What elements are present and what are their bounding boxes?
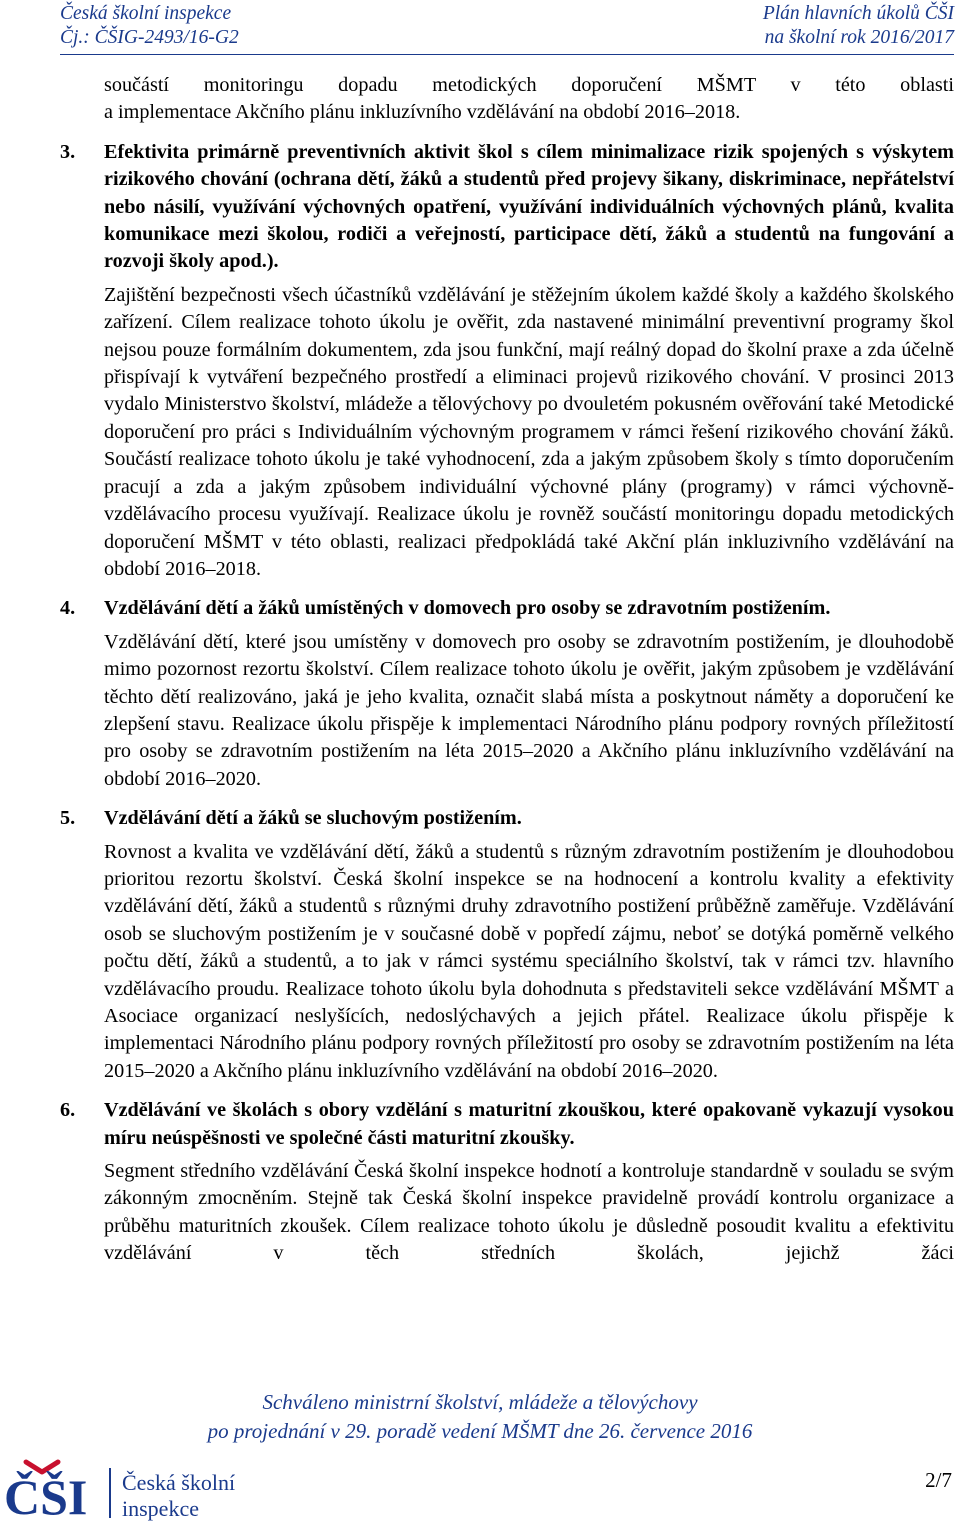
- header-org: Česká školní inspekce: [60, 3, 232, 24]
- page-header: [60, 2, 954, 52]
- logo-abbr: ČŠI: [4, 1469, 88, 1522]
- task-item-4: [60, 595, 954, 793]
- task-number: 3.: [60, 140, 76, 163]
- task-number: 6.: [60, 1099, 76, 1122]
- intro-paragraph: [104, 72, 954, 127]
- approval-line-1: Schváleno ministrní školství, mládeže a tělovýchovy: [262, 1390, 698, 1414]
- csi-logo: [2, 1452, 272, 1522]
- header-divider: [60, 54, 954, 55]
- approval-line-2: po projednání v 29. poradě vedení MŠMT dne 26. července 2016: [207, 1419, 753, 1443]
- logo-name-line-1: Česká školní: [122, 1470, 236, 1495]
- header-ref: Čj.: ČŠIG-2493/16-G2: [60, 27, 239, 48]
- task-item-5: [60, 805, 954, 1085]
- task-item-3: [60, 139, 954, 584]
- task-text: Vzdělávání dětí, které jsou umístěny v domovech pro osoby se zdravotním postižením, je dlouhodobě mimo pozornost rezortu školství. Cílem realizace tohoto úkolu je ověřit, jakým způsobem je vzdělávání těchto dětí realizováno, jaká je jeho kvalita, označit slabá místa a poskytnout náměty a doporučení ke zlepšení stavu. Realizace úkolu přispěje k implementaci Národního plánu podpory rovných příležitostí pro osoby se zdravotním postižením na léta 2015–2020 a Akčního plánu inkluzívního vzdělávání na období 2016–2020.: [104, 630, 954, 790]
- task-text: Segment středního vzdělávání Česká školní inspekce hodnotí a kontroluje standardně v souladu se svým zákonným zmocněním. Stejně tak Česká školní inspekce pravidelně provádí kontrolu organizace a průběhu maturitních zkoušek. Cílem realizace tohoto úkolu je důsledně posoudit kvalitu a efektivitu vzdělávání v těch středních školách, jejichž žáci: [104, 1160, 954, 1265]
- intro-line-1: součástí monitoringu dopadu metodických doporučení MŠMT v této oblasti: [104, 74, 954, 96]
- task-heading: Vzdělávání dětí a žáků umístěných v domovech pro osoby se zdravotním postižením.: [104, 597, 831, 620]
- header-left: [60, 2, 239, 50]
- intro-line-2: a implementace Akčního plánu inkluzívního vzdělávání na období 2016–2018.: [104, 101, 741, 124]
- task-heading: Vzdělávání ve školách s obory vzdělání s maturitní zkouškou, které opakovaně vykazují vysokou míru neúspěšnosti ve společné části maturitní zkoušky.: [104, 1099, 954, 1149]
- document-body: [60, 72, 954, 1268]
- header-doc-title: Plán hlavních úkolů ČŠI: [762, 3, 954, 24]
- header-school-year: na školní rok 2016/2017: [764, 27, 954, 48]
- task-number: 5.: [60, 807, 76, 830]
- page-number: 2/7: [925, 1468, 952, 1492]
- header-right: [763, 2, 954, 50]
- csi-logo-mark: [2, 1452, 272, 1522]
- task-text: Zajištění bezpečnosti všech účastníků vzdělávání je stěžejním úkolem každé školy a každého školského zařízení. Cílem realizace tohoto úkolu je ověřit, zda nastavené minimální preventivní programy škol nejsou pouze formálním dokumentem, zda jsou funkční, mají reálný dopad do školní praxe a zda účelně přispívají k vytváření bezpečného prostředí a eliminaci projevů rizikového chování. V prosinci 2013 vydalo Ministerstvo školství, mládeže a tělovýchovy po dvouletém pokusném ověřování také Metodické doporučení pro práci s Individuálním výchovným programem v rámci řešení rizikového chování žáků. Součástí realizace tohoto úkolu je také vyhodnocení, zda a jakým způsobem školy s tímto doporučením pracují a zda a jakým způsobem individuální výchovné plány (programy) v rámci výchovně-vzdělávacího procesu využívají. Realizace úkolu je rovněž součástí monitoringu dopadu metodických doporučení MŠMT v této oblasti, realizaci předpokládá také Akční plán inkluzivního vzdělávání na období 2016–2018.: [104, 283, 954, 580]
- logo-name-line-2: inspekce: [122, 1496, 199, 1521]
- task-text: Rovnost a kvalita ve vzdělávání dětí, žáků a studentů s různým zdravotním postižením je dlouhodobou prioritou rezortu školství. Česká školní inspekce se na hodnocení a kontrolu kvality a efektivity vzdělávání dětí, žáků a studentů s různými druhy zdravotního postižení průběžně zaměřuje. Vzdělávání osob se sluchovým postižením je v současné době v popředí zájmu, neboť se dotýká poměrně velkého počtu dětí, žáků a studentů, a to jak v rámci systému speciálního školství, tak v rámci tzv. hlavního vzdělávacího proudu. Realizace tohoto úkolu byla dohodnuta s představiteli sekce vzdělávání MŠMT a Asociace organizací neslyšících, nedoslýchavých a jejich přátel. Realizace úkolu přispěje k implementaci Národního plánu podpory rovných příležitostí pro osoby se zdravotním postižením na léta 2015–2020 a Akčního plánu inkluzívního vzdělávání na období 2016–2020.: [104, 840, 954, 1082]
- task-heading: Vzdělávání dětí a žáků se sluchovým postižením.: [104, 807, 522, 830]
- approval-note: [0, 1388, 960, 1446]
- task-number: 4.: [60, 597, 76, 620]
- task-heading: Efektivita primárně preventivních aktivit škol s cílem minimalizace rizik spojených s výskytem rizikového chování (ochrana dětí, žáků a studentů před projevy šikany, diskriminace, nepřátelství nebo násilí, využívání výchovných opatření, využívání individuálních výchovných plánů, kvalita komunikace mezi školou, rodiči a veřejností, participace dětí, žáků a studentů na fungování a rozvoji školy apod.).: [104, 140, 954, 273]
- task-item-6: [60, 1097, 954, 1267]
